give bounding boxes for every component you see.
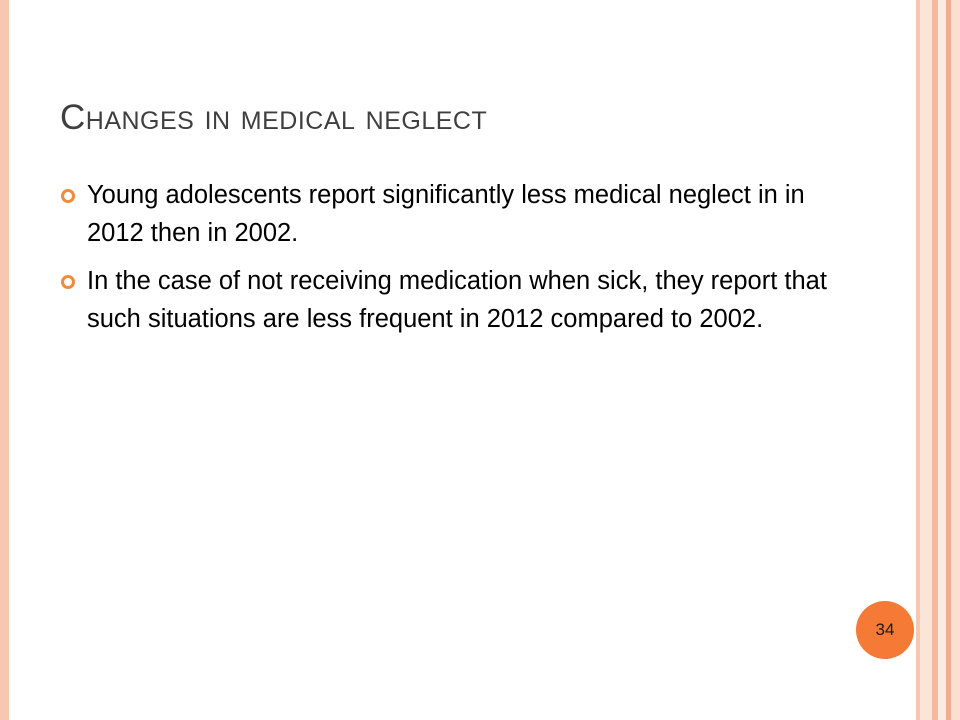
stripe bbox=[920, 0, 932, 720]
slide-title: Changes in medical neglect bbox=[60, 98, 488, 137]
bullet-item bbox=[60, 262, 840, 338]
bullet-text: In the case of not receiving medication when sick, they report that such situations are less frequent in 2012 compared to 2002. bbox=[87, 267, 827, 333]
left-border-stripe bbox=[0, 0, 9, 720]
page-number-badge: 34 bbox=[856, 601, 914, 659]
right-border-stripes bbox=[916, 0, 960, 720]
bullet-list bbox=[60, 176, 840, 348]
stripe bbox=[938, 0, 946, 720]
bullet-text: Young adolescents report significantly less medical neglect in in 2012 then in 2002. bbox=[87, 181, 805, 247]
stripe bbox=[951, 0, 960, 720]
ring-bullet-icon bbox=[61, 189, 75, 203]
ring-bullet-icon bbox=[61, 275, 75, 289]
bullet-item bbox=[60, 176, 840, 252]
